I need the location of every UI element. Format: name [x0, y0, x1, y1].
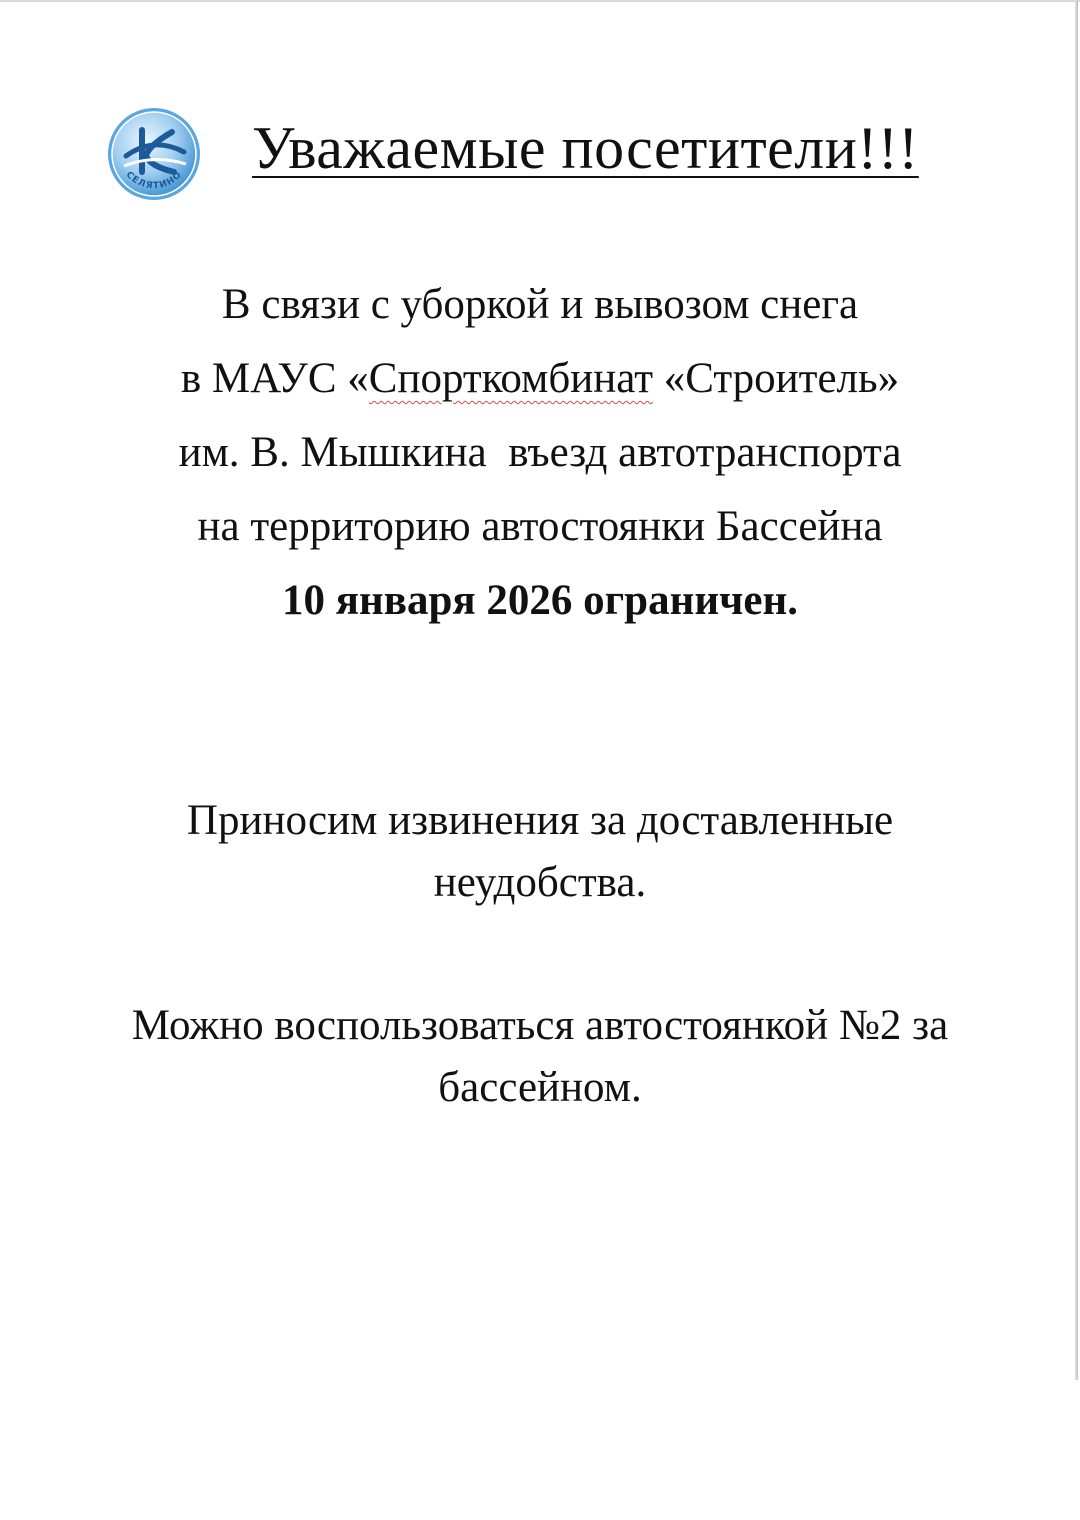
notice-line-2-prefix: в МАУС « — [180, 355, 369, 402]
header — [100, 100, 1000, 210]
page-title: Уважаемые посетители!!! — [252, 115, 919, 181]
notice-body — [40, 268, 1040, 638]
notice-line-2 — [40, 342, 1040, 416]
page-right-edge — [1075, 0, 1078, 1380]
logo-graphic — [106, 106, 202, 202]
alternative-line-1: Можно воспользоваться автостоянкой №2 за — [131, 1002, 949, 1049]
apology-line-1: Приносим извинения за доставленные — [186, 797, 894, 844]
notice-line-1: В связи с уборкой и вывозом снега — [221, 281, 859, 328]
notice-date-line: 10 января 2026 ограничен. — [281, 577, 799, 624]
apology-paragraph — [40, 790, 1040, 914]
logo-text: СЕЛЯТИНО — [123, 169, 185, 192]
alternative-parking-paragraph — [40, 995, 1040, 1119]
alternative-line-2: бассейном. — [438, 1064, 642, 1111]
spellcheck-word: Спорткомбинат — [368, 355, 653, 402]
notice-line-3: им. В. Мышкина въезд автотранспорта — [178, 429, 902, 476]
page-top-border — [0, 0, 1080, 2]
sportkombinat-selyatino-logo-icon — [106, 106, 202, 202]
apology-line-2: неудобства. — [433, 859, 647, 906]
notice-line-4: на территорию автостоянки Бассейна — [197, 503, 883, 550]
notice-line-2-suffix: «Строитель» — [652, 355, 900, 402]
